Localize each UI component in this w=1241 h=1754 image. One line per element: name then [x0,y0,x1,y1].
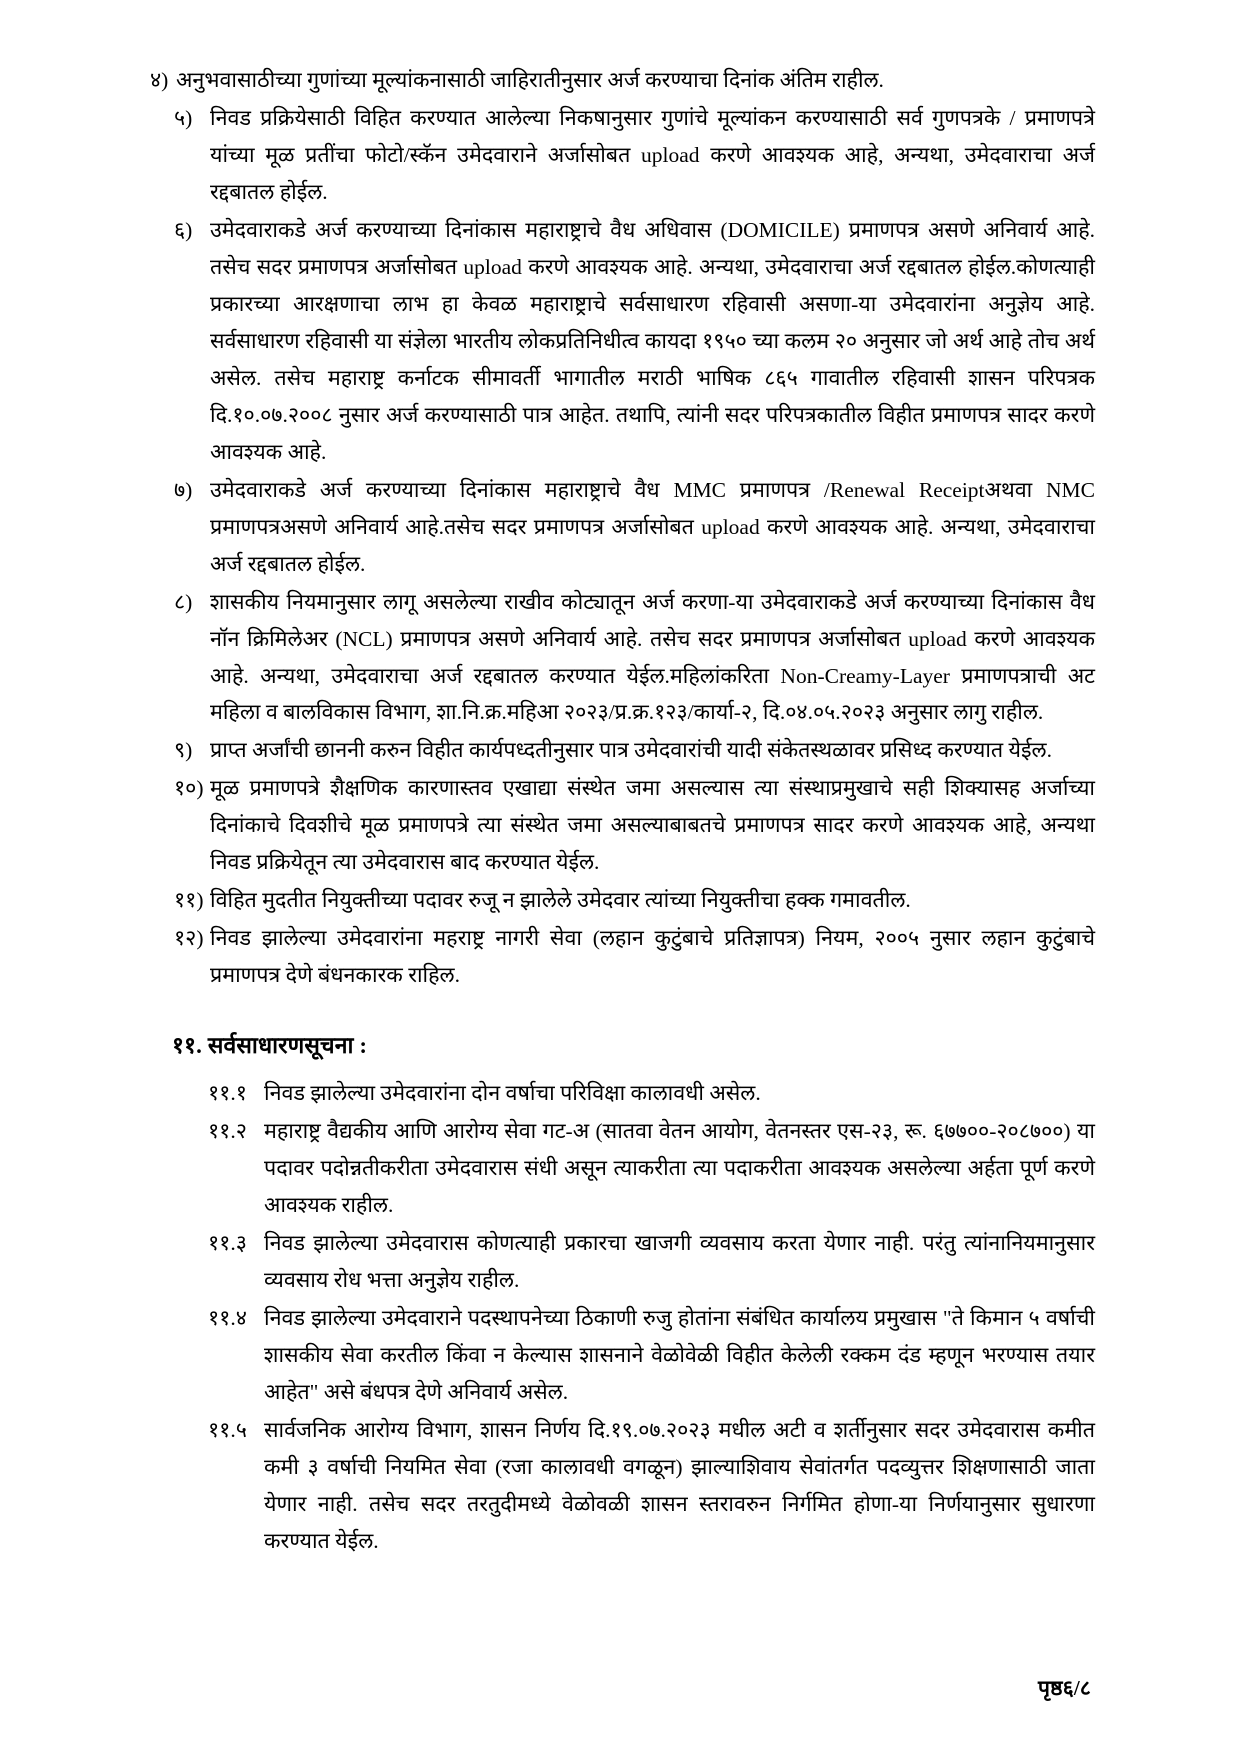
list-item [150,62,1095,99]
list-item-marker: ११.४ [208,1305,247,1330]
list-item-text: अनुभवासाठीच्या गुणांच्या मूल्यांकनासाठी जाहिरातीनुसार अर्ज करण्याचा दिनांक अंतिम राहील. [176,68,884,92]
list-item-marker: ११.५ [208,1417,247,1442]
list-item [174,732,1095,769]
list-item-text: मूळ प्रमाणपत्रे शैक्षणिक कारणास्तव एखाद्या संस्थेत जमा असल्यास त्या संस्थाप्रमुखाचे सही शिक्यासह अर्जाच्या दिनांकाचे दिवशीचे मूळ प्रमाणपत्रे त्या संस्थेत जमा असल्याबाबतचे प्रमाणपत्र सादर करणे आवश्यक आहे, अन्यथा निवड प्रक्रियेतून त्या उमेदवारास बाद करण्यात येईल. [210,776,1095,875]
list-item [174,584,1095,732]
list-item-text: शासकीय नियमानुसार लागू असलेल्या राखीव कोट्यातून अर्ज करणा-या उमेदवाराकडे अर्ज करण्याच्या दिनांकास वैध नॉन क्रिमिलेअर (NCL) प्रमाणपत्र असणे अनिवार्य आहे. तसेच सदर प्रमाणपत्र अर्जासोबत upload करणे आवश्यक आहे. अन्यथा, उमेदवाराचा अर्ज रद्दबातल करण्यात येईल.महिलांकरिता Non-Creamy-Layer प्रमाणपत्राची अट महिला व बालविकास विभाग, शा.नि.क्र.महिआ २०२३/प्र.क्र.१२३/कार्या-२, दि.०४.०५.२०२३ अनुसार लागु राहील. [210,589,1095,725]
list-item-marker: ११.३ [208,1230,247,1255]
list-item-marker: १०) [174,776,204,801]
list-item-text: निवड झालेल्या उमेदवारांना दोन वर्षाचा परिविक्षा कालावधी असेल. [264,1081,761,1106]
list-item-marker: ५) [174,105,193,130]
list-item [174,212,1095,471]
list-item-text: उमेदवाराकडे अर्ज करण्याच्या दिनांकास महाराष्ट्राचे वैध अधिवास (DOMICILE) प्रमाणपत्र असणे अनिवार्य आहे. तसेच सदर प्रमाणपत्र अर्जासोबत upload करणे आवश्यक आहे. अन्यथा, उमेदवाराचा अर्ज रद्दबातल होईल.कोणत्याही प्रकारच्या आरक्षणाचा लाभ हा केवळ महाराष्ट्राचे सर्वसाधारण रहिवासी असणा-या उमेदवारांना अनुज्ञेय आहे. सर्वसाधारण रहिवासी या संज्ञेला भारतीय लोकप्रतिनिधीत्व कायदा १९५० च्या कलम २० अनुसार जो अर्थ आहे तोच अर्थ असेल. तसेच महाराष्ट्र कर्नाटक सीमावर्ती भागातील मराठी भाषिक ८६५ गावातील रहिवासी शासन परिपत्रक दि.१०.०७.२००८ नुसार अर्ज करण्यासाठी पात्र आहेत. तथापि, त्यांनी सदर परिपत्रकातील विहीत प्रमाणपत्र सादर करणे आवश्यक आहे. [210,217,1095,464]
list-item-text: सार्वजनिक आरोग्य विभाग, शासन निर्णय दि.१९.०७.२०२३ मधील अटी व शर्तीनुसार सदर उमेदवारास कमीत कमी ३ वर्षाची नियमित सेवा (रजा कालावधी वगळून) झाल्याशिवाय सेवांतर्गत पदव्युत्तर शिक्षणासाठी जाता येणार नाही. तसेच सदर तरतुदीमध्ये वेळोवळी शासन स्तरावरुन निर्गमित होणा-या निर्णयानुसार सुधारणा करण्यात येईल. [264,1417,1095,1553]
list-item-text: महाराष्ट्र वैद्यकीय आणि आरोग्य सेवा गट-अ (सातवा वेतन आयोग, वेतनस्तर एस-२३, रू. ६७७००-२०८७००) या पदावर पदोन्नतीकरीता उमेदवारास संधी असून त्याकरीता त्या पदाकरीता आवश्यक असलेल्या अर्हता पूर्ण करणे आवश्यक राहील. [264,1118,1095,1217]
list-item-marker: ११) [174,888,204,913]
page-content [150,62,1095,1560]
list-item [208,1300,1095,1411]
list-item-marker: ६) [174,217,193,242]
section-heading: ११. सर्वसाधारणसूचना : [172,1033,368,1059]
list-item [174,100,1095,211]
list-item [208,1113,1095,1224]
list-item [174,882,1095,919]
list-item [174,920,1095,994]
list-item-text: निवड प्रक्रियेसाठी विहित करण्यात आलेल्या निकषानुसार गुणांचे मूल्यांकन करण्यासाठी सर्व गुणपत्रके / प्रमाणपत्रे यांच्या मूळ प्रतींचा फोटो/स्कॅन उमेदवाराने अर्जासोबत upload करणे आवश्यक आहे, अन्यथा, उमेदवाराचा अर्ज रद्दबातल होईल. [210,105,1095,204]
list-item-text: प्राप्त अर्जांची छाननी करुन विहीत कार्यपध्दतीनुसार पात्र उमेदवारांची यादी संकेतस्थळावर प्रसिध्द करण्यात येईल. [210,738,1052,763]
list-item-marker: ७) [174,477,193,502]
list-item-marker: १२) [174,926,204,951]
list-item-text: निवड झालेल्या उमेदवारांना महराष्ट्र नागरी सेवा (लहान कुटुंबाचे प्रतिज्ञापत्र) नियम, २००५ नुसार लहान कुटुंबाचे प्रमाणपत्र देणे बंधनकारक राहिल. [210,926,1095,988]
list-item [208,1075,1095,1112]
list-item-marker: ११.१ [208,1081,247,1106]
list-item [174,770,1095,881]
list-item-text: निवड झालेल्या उमेदवारास कोणत्याही प्रकारचा खाजगी व्यवसाय करता येणार नाही. परंतु त्यांनानियमानुसार व्यवसाय रोध भत्ता अनुज्ञेय राहील. [264,1230,1095,1292]
list-item [208,1412,1095,1560]
list-item-marker: ९) [174,738,193,763]
list-item-marker: ४) [150,68,169,92]
list-item-text: विहित मुदतीत नियुक्तीच्या पदावर रुजू न झालेले उमेदवार त्यांच्या नियुक्तीचा हक्क गमावतील. [210,888,911,913]
list-item-text: उमेदवाराकडे अर्ज करण्याच्या दिनांकास महाराष्ट्राचे वैध MMC प्रमाणपत्र /Renewal Receiptअथवा NMC प्रमाणपत्रअसणे अनिवार्य आहे.तसेच सदर प्रमाणपत्र अर्जासोबत upload करणे आवश्यक आहे. अन्यथा, उमेदवाराचा अर्ज रद्दबातल होईल. [210,477,1095,576]
list-item-marker: ११.२ [208,1118,247,1143]
list-item-text: निवड झालेल्या उमेदवाराने पदस्थापनेच्या ठिकाणी रुजु होतांना संबंधित कार्यालय प्रमुखास "ते किमान ५ वर्षाची शासकीय सेवा करतील किंवा न केल्यास शासनाने वेळोवेळी विहीत केलेली रक्कम दंड म्हणून भरण्यास तयार आहेत" असे बंधपत्र देणे अनिवार्य असेल. [264,1305,1095,1404]
list-item [208,1225,1095,1299]
list-item [174,472,1095,583]
page-number-footer: पृष्ठ६/८ [1038,1676,1091,1700]
list-item-marker: ८) [174,589,193,614]
